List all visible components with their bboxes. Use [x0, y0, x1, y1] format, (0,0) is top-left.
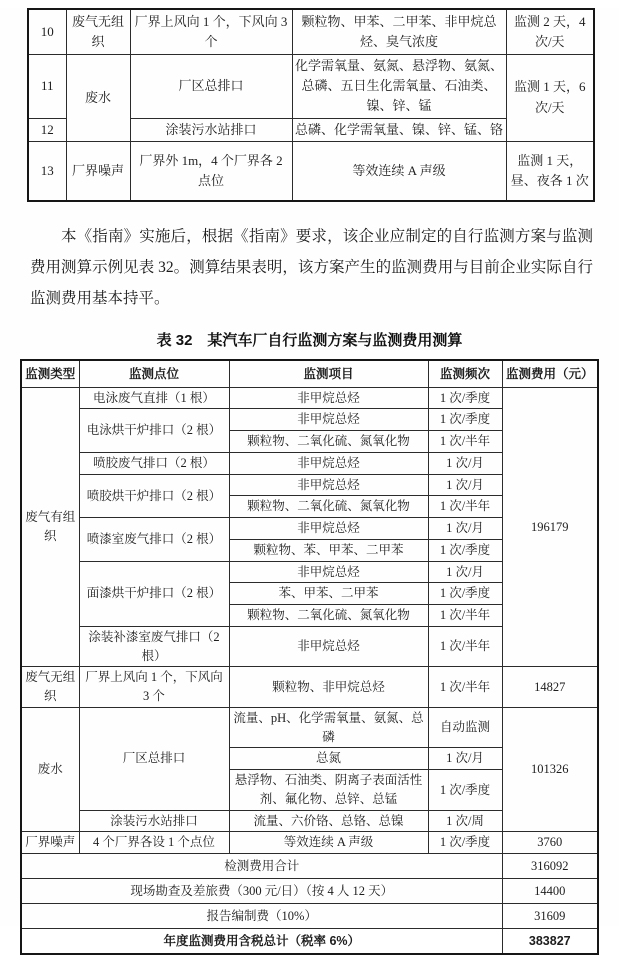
table-row [21, 929, 598, 954]
table-row [28, 54, 594, 118]
monitor-frequency: 自动监测 [428, 707, 502, 748]
table-row [21, 360, 598, 387]
row-index: 13 [28, 141, 66, 201]
monitor-type: 废气有组织 [21, 387, 79, 667]
header-monitor-point: 监测点位 [79, 360, 229, 387]
monitor-point: 厂界上风向 1 个，下风向 3 个 [130, 9, 292, 54]
document-page [0, 8, 619, 948]
monitor-items: 总氮 [229, 748, 428, 770]
monitor-frequency: 监测 2 天，4 次/天 [506, 9, 594, 54]
summary-value: 31609 [502, 904, 598, 929]
summary-label: 检测费用合计 [21, 854, 502, 879]
monitor-items: 颗粒物、二氧化硫、氮氧化物 [229, 605, 428, 627]
header-monitor-cost: 监测费用（元） [502, 360, 598, 387]
monitor-point: 厂区总排口 [79, 707, 229, 810]
monitor-point: 厂界上风向 1 个，下风向 3 个 [79, 667, 229, 708]
monitor-point: 涂装污水站排口 [130, 118, 292, 141]
monitor-items: 非甲烷总烃 [229, 387, 428, 409]
monitor-items: 非甲烷总烃 [229, 518, 428, 540]
header-monitor-frequency: 监测频次 [428, 360, 502, 387]
monitor-items: 流量、六价铬、总铬、总镍 [229, 810, 428, 832]
summary-label: 报告编制费（10%） [21, 904, 502, 929]
table-32 [20, 359, 599, 955]
monitor-items: 颗粒物、非甲烷总烃 [229, 667, 428, 708]
monitor-items: 总磷、化学需氧量、镍、锌、锰、铬 [292, 118, 506, 141]
summary-value: 316092 [502, 854, 598, 879]
table-row [21, 387, 598, 409]
monitor-frequency: 1 次/半年 [428, 431, 502, 453]
monitor-point: 厂界外 1m，4 个厂界各 2 点位 [130, 141, 292, 201]
monitor-items: 非甲烷总烃 [229, 561, 428, 583]
body-paragraph: 本《指南》实施后，根据《指南》要求，该企业应制定的自行监测方案与监测费用测算示例见表 32。测算结果表明，该方案产生的监测费用与目前企业实际自行监测费用基本持平。 [30, 228, 593, 308]
monitor-frequency: 1 次/季度 [428, 583, 502, 605]
monitor-point: 喷胶烘干炉排口（2 根） [79, 474, 229, 518]
summary-total-label: 年度监测费用含税总计（税率 6%） [21, 929, 502, 954]
row-index: 11 [28, 54, 66, 118]
monitor-frequency: 1 次/半年 [428, 626, 502, 667]
monitor-frequency: 1 次/季度 [428, 832, 502, 854]
monitor-type: 废水 [66, 54, 130, 141]
table-row [21, 667, 598, 708]
monitor-frequency: 1 次/半年 [428, 605, 502, 627]
monitor-frequency: 1 次/半年 [428, 667, 502, 708]
monitor-items: 颗粒物、二氧化硫、氮氧化物 [229, 431, 428, 453]
table-row [21, 854, 598, 879]
monitor-frequency: 1 次/季度 [428, 539, 502, 561]
table-32-caption: 表 32 某汽车厂自行监测方案与监测费用测算 [156, 332, 463, 350]
monitor-frequency: 1 次/半年 [428, 496, 502, 518]
monitor-type: 厂界噪声 [21, 832, 79, 854]
monitor-items: 等效连续 A 声级 [292, 141, 506, 201]
monitor-frequency: 1 次/周 [428, 810, 502, 832]
monitor-items: 颗粒物、二氧化硫、氮氧化物 [229, 496, 428, 518]
summary-value: 14400 [502, 879, 598, 904]
monitor-frequency: 1 次/月 [428, 561, 502, 583]
monitor-type: 厂界噪声 [66, 141, 130, 201]
monitor-point: 电泳废气直排（1 根） [79, 387, 229, 409]
row-index: 12 [28, 118, 66, 141]
table-row [28, 141, 594, 201]
monitor-point: 面漆烘干炉排口（2 根） [79, 561, 229, 626]
monitor-type: 废气无组织 [66, 9, 130, 54]
monitor-items: 悬浮物、石油类、阴离子表面活性剂、氟化物、总锌、总锰 [229, 770, 428, 811]
monitor-point: 涂装污水站排口 [79, 810, 229, 832]
table-row [21, 832, 598, 854]
monitor-items: 颗粒物、苯、甲苯、二甲苯 [229, 539, 428, 561]
summary-label: 现场勘查及差旅费（300 元/日）（按 4 人 12 天） [21, 879, 502, 904]
monitor-items: 流量、pH、化学需氧量、氨氮、总磷 [229, 707, 428, 748]
monitor-items: 等效连续 A 声级 [229, 832, 428, 854]
monitor-cost: 3760 [502, 832, 598, 854]
monitor-point: 喷胶废气排口（2 根） [79, 452, 229, 474]
monitor-frequency: 1 次/月 [428, 518, 502, 540]
row-index: 10 [28, 9, 66, 54]
summary-total-value: 383827 [502, 929, 598, 954]
monitor-cost: 196179 [502, 387, 598, 667]
monitor-items: 苯、甲苯、二甲苯 [229, 583, 428, 605]
table-row [28, 9, 594, 54]
monitor-point: 厂区总排口 [130, 54, 292, 118]
monitor-frequency: 1 次/月 [428, 452, 502, 474]
monitor-items: 颗粒物、甲苯、二甲苯、非甲烷总烃、臭气浓度 [292, 9, 506, 54]
monitor-frequency: 1 次/季度 [428, 409, 502, 431]
monitor-type: 废气无组织 [21, 667, 79, 708]
monitor-point: 涂装补漆室废气排口（2 根） [79, 626, 229, 667]
monitor-frequency: 1 次/季度 [428, 387, 502, 409]
table-row [21, 879, 598, 904]
header-monitor-items: 监测项目 [229, 360, 428, 387]
monitor-items: 化学需氧量、氨氮、悬浮物、氨氮、总磷、五日生化需氧量、石油类、镍、锌、锰 [292, 54, 506, 118]
table-row [21, 707, 598, 748]
monitor-point: 电泳烘干炉排口（2 根） [79, 409, 229, 453]
header-monitor-type: 监测类型 [21, 360, 79, 387]
monitoring-table-continuation [27, 8, 595, 202]
monitor-type: 废水 [21, 707, 79, 832]
monitor-frequency: 1 次/季度 [428, 770, 502, 811]
monitor-cost: 14827 [502, 667, 598, 708]
table-row [21, 904, 598, 929]
monitor-frequency: 监测 1 天，6 次/天 [506, 54, 594, 141]
monitor-items: 非甲烷总烃 [229, 452, 428, 474]
monitor-frequency: 监测 1 天，昼、夜各 1 次 [506, 141, 594, 201]
monitor-frequency: 1 次/月 [428, 748, 502, 770]
monitor-cost: 101326 [502, 707, 598, 832]
monitor-point: 4 个厂界各设 1 个点位 [79, 832, 229, 854]
monitor-items: 非甲烷总烃 [229, 626, 428, 667]
monitor-point: 喷漆室废气排口（2 根） [79, 518, 229, 562]
monitor-frequency: 1 次/月 [428, 474, 502, 496]
monitor-items: 非甲烷总烃 [229, 474, 428, 496]
monitor-items: 非甲烷总烃 [229, 409, 428, 431]
